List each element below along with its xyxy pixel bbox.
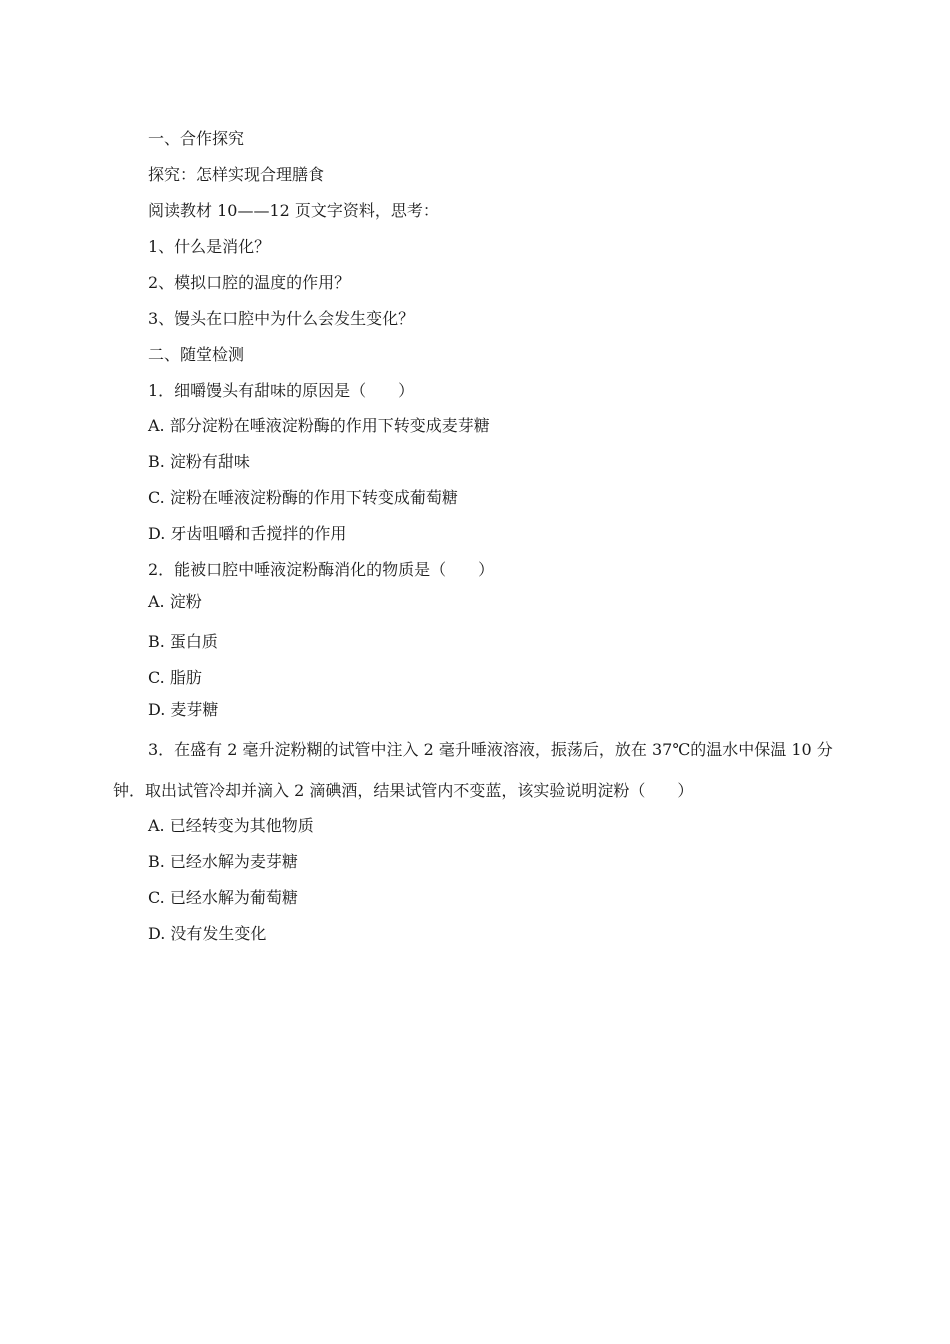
quiz-question-1-option-d: D. 牙齿咀嚼和舌搅拌的作用 xyxy=(148,524,347,543)
quiz-question-2-stem: 2．能被口腔中唾液淀粉酶消化的物质是（ ） xyxy=(148,560,495,579)
quiz-question-1-option-b: B. 淀粉有甜味 xyxy=(148,452,250,471)
thinking-question-3: 3、馒头在口腔中为什么会发生变化？ xyxy=(148,309,415,328)
quiz-question-3-option-d: D. 没有发生变化 xyxy=(148,924,267,943)
quiz-question-2-option-a: A. 淀粉 xyxy=(148,592,202,611)
quiz-question-3-option-b: B. 已经水解为麦芽糖 xyxy=(148,852,298,871)
quiz-question-3-stem-line-1: 3．在盛有 2 毫升淀粉糊的试管中注入 2 毫升唾液溶液，振荡后，放在 37℃的温水中保温 10 分 xyxy=(148,740,833,759)
section-heading-quiz: 二、随堂检测 xyxy=(148,345,245,364)
section-heading-cooperative-inquiry: 一、合作探究 xyxy=(148,129,245,148)
reading-instruction: 阅读教材 10——12 页文字资料，思考： xyxy=(148,201,439,220)
quiz-question-1-option-c: C. 淀粉在唾液淀粉酶的作用下转变成葡萄糖 xyxy=(148,488,458,507)
quiz-question-2-option-c: C. 脂肪 xyxy=(148,668,202,687)
inquiry-topic: 探究：怎样实现合理膳食 xyxy=(148,165,325,184)
quiz-question-3-option-a: A. 已经转变为其他物质 xyxy=(148,816,314,835)
quiz-question-3-stem-line-2: 钟．取出试管冷却并滴入 2 滴碘酒，结果试管内不变蓝，该实验说明淀粉（ ） xyxy=(113,781,694,800)
quiz-question-2-option-d: D. 麦芽糖 xyxy=(148,700,219,719)
quiz-question-3-option-c: C. 已经水解为葡萄糖 xyxy=(148,888,298,907)
quiz-question-1-stem: 1．细嚼馒头有甜味的原因是（ ） xyxy=(148,381,415,400)
quiz-question-1-option-a: A. 部分淀粉在唾液淀粉酶的作用下转变成麦芽糖 xyxy=(148,416,490,435)
thinking-question-2: 2、模拟口腔的温度的作用？ xyxy=(148,273,351,292)
thinking-question-1: 1、什么是消化？ xyxy=(148,237,271,256)
quiz-question-2-option-b: B. 蛋白质 xyxy=(148,632,218,651)
